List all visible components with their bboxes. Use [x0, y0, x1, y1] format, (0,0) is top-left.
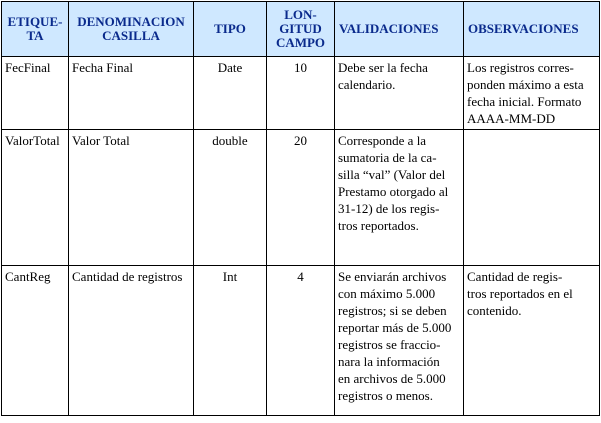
cell-observaciones: Cantidad de regis- tros reportados en el contenido. — [464, 266, 600, 416]
cell-denominacion: Cantidad de registros — [69, 266, 194, 416]
cell-etiqueta: FecFinal — [2, 57, 69, 130]
table-row — [2, 130, 600, 266]
header-longitud: LON- GITUD CAMPO — [267, 2, 335, 57]
table-row — [2, 266, 600, 416]
specification-table — [1, 1, 600, 416]
cell-tipo: Date — [194, 57, 267, 130]
table-row — [2, 57, 600, 130]
cell-denominacion: Fecha Final — [69, 57, 194, 130]
header-row — [2, 2, 600, 57]
cell-validaciones: Debe ser la fecha calendario. — [335, 57, 464, 130]
header-validaciones: VALIDACIONES — [335, 2, 464, 57]
header-tipo: TIPO — [194, 2, 267, 57]
cell-denominacion: Valor Total — [69, 130, 194, 266]
header-denominacion: DENOMINACION CASILLA — [69, 2, 194, 57]
cell-longitud: 20 — [267, 130, 335, 266]
cell-validaciones: Se enviarán archivos con máximo 5.000 registros; si se deben reportar más de 5.000 registros se fraccio- nara la información en archivos de 5.000 registros o menos. — [335, 266, 464, 416]
cell-etiqueta: CantReg — [2, 266, 69, 416]
cell-observaciones: Los registros corres- ponden máximo a esta fecha inicial. Formato AAAA-MM-DD — [464, 57, 600, 130]
header-etiqueta: ETIQUE- TA — [2, 2, 69, 57]
cell-tipo: double — [194, 130, 267, 266]
cell-observaciones — [464, 130, 600, 266]
cell-etiqueta: ValorTotal — [2, 130, 69, 266]
cell-longitud: 4 — [267, 266, 335, 416]
cell-longitud: 10 — [267, 57, 335, 130]
header-observaciones: OBSERVACIONES — [464, 2, 600, 57]
cell-tipo: Int — [194, 266, 267, 416]
cell-validaciones: Corresponde a la sumatoria de la ca- silla “val” (Valor del Prestamo otorgado al 31-12) de los regis- tros reportados. — [335, 130, 464, 266]
